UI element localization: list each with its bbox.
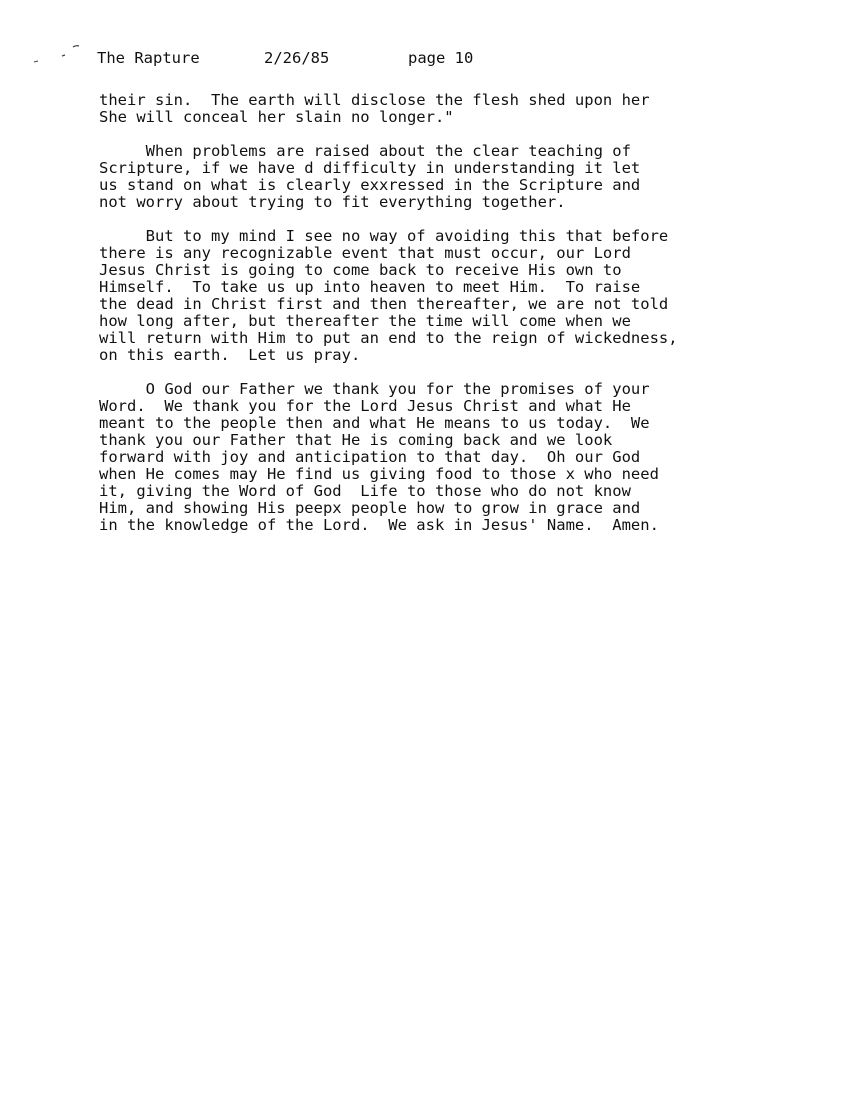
text-line: meant to the people then and what He means to us today. We: [99, 414, 650, 432]
text-line: Him, and showing His peepx people how to grow in grace and: [99, 499, 641, 517]
text-line: there is any recognizable event that must occur, our Lord: [99, 244, 631, 262]
page-number: page 10: [408, 49, 474, 67]
text-line: forward with joy and anticipation to that day. Oh our God: [99, 448, 641, 466]
text-line: But to my mind I see no way of avoiding this that before: [99, 227, 669, 245]
text-line: on this earth. Let us pray.: [99, 346, 361, 364]
text-line: Jesus Christ is going to come back to receive His own to: [99, 261, 622, 279]
text-line: in the knowledge of the Lord. We ask in Jesus' Name. Amen.: [99, 516, 659, 534]
document-title: The Rapture: [97, 49, 200, 67]
text-line: how long after, but thereafter the time will come when we: [99, 312, 631, 330]
text-line: the dead in Christ first and then thereafter, we are not told: [99, 295, 669, 313]
paragraph-1: [99, 92, 759, 126]
text-line: it, giving the Word of God Life to those who do not know: [99, 482, 631, 500]
text-line: Word. We thank you for the Lord Jesus Christ and what He: [99, 397, 631, 415]
paragraph-2: [99, 143, 759, 211]
text-line: when He comes may He find us giving food to those x who need: [99, 465, 659, 483]
stray-pen-marks: [32, 44, 82, 68]
text-line: thank you our Father that He is coming back and we look: [99, 431, 613, 449]
text-line: O God our Father we thank you for the promises of your: [99, 380, 650, 398]
document-date: 2/26/85: [264, 49, 330, 67]
text-line: Scripture, if we have d difficulty in understanding it let: [99, 159, 641, 177]
text-line: us stand on what is clearly exxressed in the Scripture and: [99, 176, 641, 194]
text-line: Himself. To take us up into heaven to meet Him. To raise: [99, 278, 641, 296]
text-line: When problems are raised about the clear teaching of: [99, 142, 631, 160]
document-body: [99, 92, 759, 551]
text-line: not worry about trying to fit everything together.: [99, 193, 566, 211]
paragraph-3: [99, 228, 759, 364]
text-line: their sin. The earth will disclose the flesh shed upon her: [99, 91, 650, 109]
text-line: will return with Him to put an end to the reign of wickedness,: [99, 329, 678, 347]
text-line: She will conceal her slain no longer.": [99, 108, 454, 126]
paragraph-4-prayer: [99, 381, 759, 534]
